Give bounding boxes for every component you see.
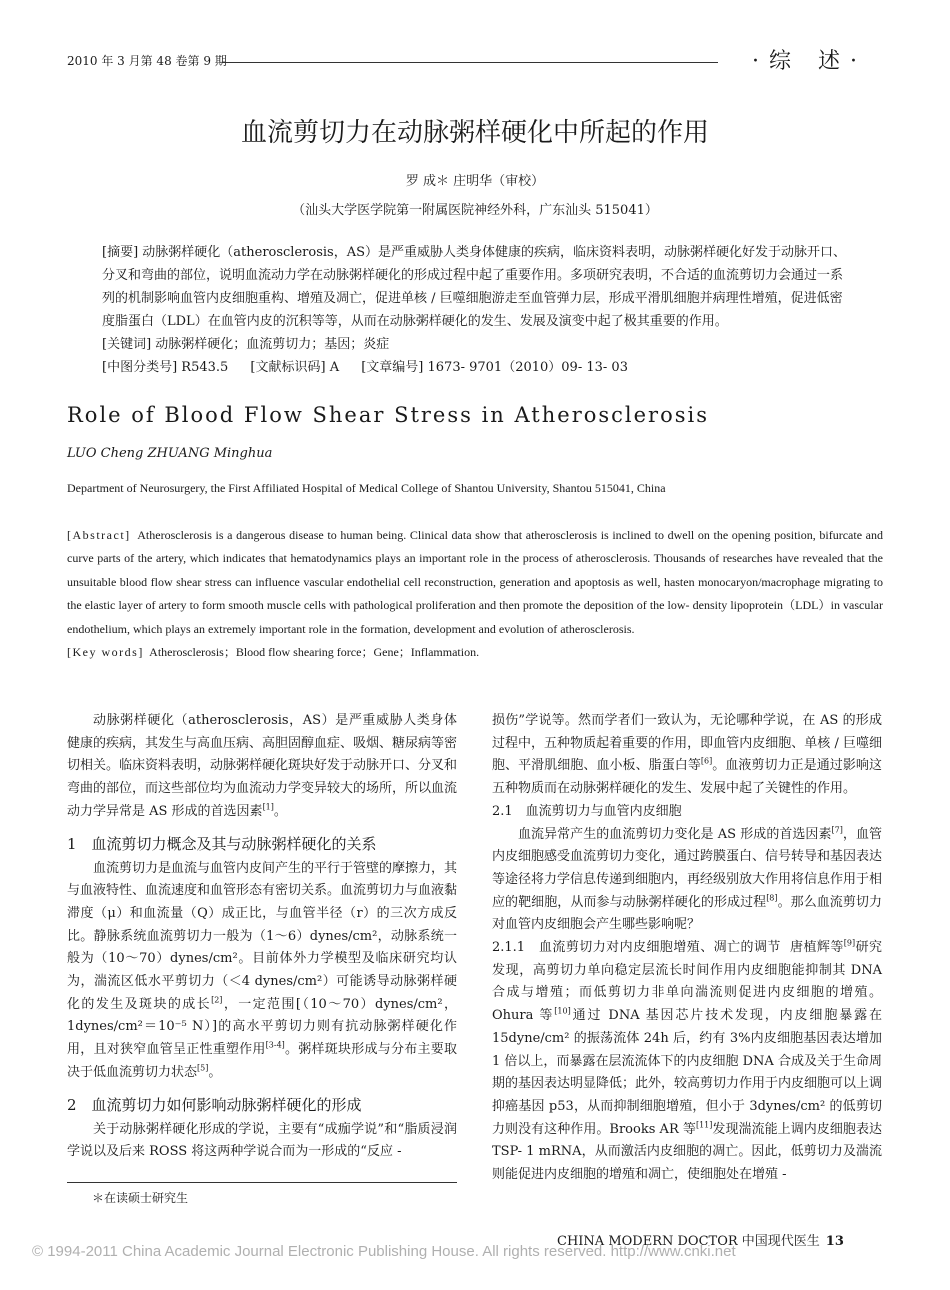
classification-line — [102, 356, 854, 379]
abstract-zh — [102, 241, 854, 379]
footnote: ＊在读硕士研究生 — [92, 1191, 189, 1205]
intro-paragraph: 动脉粥样硬化（atherosclerosis，AS）是严重威胁人类身体健康的疾病，其发生与高血压病、高胆固醇血症、吸烟、糖尿病等密切相关。临床资料表明，动脉粥样硬化斑块好发于动脉开口、分叉和弯曲的部位，而这些部位均为血流动力学变异较大的场所，所以血流动力学异常是 AS 形成的首选因素[1]。 — [67, 713, 458, 819]
section-2-1-1-paragraph: 2.1.1 血流剪切力对内皮细胞增殖、凋亡的调节 唐植辉等[9]研究发现，高剪切力单向稳定层流长时间作用内皮细胞能抑制其 DNA 合成与增殖；而低剪切力非单向湍流则促进内皮细胞的增殖。Ohura 等[10]通过 DNA 基因芯片技术发现，内皮细胞暴露在 15dyne/cm² 的振荡流体 24h 后，约有 3%内皮细胞基因表达增加 1 倍以上，而暴露在层流流体下的内皮细胞 DNA 合成及关于生命周期的基因表达明显降低；此外，较高剪切力作用于内皮细胞可以上调抑癌基因 p53，从而抑制细胞增殖，但小于 3dynes/cm² 的低剪切力则没有这种作用。Brooks AR 等[11]发现湍流能上调内皮细胞表达 TSP- 1 mRNA，从而激活内皮细胞的凋亡。因此，低剪切力及湍流则能促进内皮细胞的增殖和凋亡，使细胞处在增殖 - — [492, 938, 883, 1183]
citation[interactable]: [9] — [843, 938, 856, 948]
section-1-heading: 1 血流剪切力概念及其与动脉粥样硬化的关系 — [67, 834, 377, 853]
issue-info: 2010 年 3 月第 48 卷第 9 期 — [67, 54, 227, 68]
journal-name: CHINA MODERN DOCTOR 中国现代医生 — [557, 1234, 820, 1249]
body-column-left — [67, 710, 457, 1164]
citation[interactable]: [3-4] — [265, 1040, 285, 1050]
english-title: Role of Blood Flow Shear Stress in Atherosclerosis — [67, 403, 710, 427]
affiliation: （汕头大学医学院第一附属医院神经外科，广东汕头 515041） — [292, 203, 658, 218]
citation[interactable]: [7] — [831, 825, 843, 835]
citation[interactable]: [1] — [262, 802, 274, 812]
section-2-heading: 2 血流剪切力如何影响动脉粥样硬化的形成 — [67, 1095, 362, 1114]
copyright-watermark: © 1994-2011 China Academic Journal Electronic Publishing House. All rights reserved. http://www.cnki.net — [32, 1243, 736, 1260]
english-abstract-text: Atherosclerosis is a dangerous disease to human being. Clinical data show that atherosclerosis is inclined to dwell on the opening position, bifurcate and curve parts of the artery, which indicates that hematodynamics plays an important role in the process of atherosclerosis. Thousands of researches have revealed that the unsuitable blood flow shear stress can influence vascular endothelial cell reconstruction, generation and apoptosis as well, hasten monocaryon/macrophage migrating to the elastic layer of artery to form smooth muscle cells with pathological proliferation and then promote the deposition of the low- density lipoprotein（LDL）in vascular endothelium, which plays an extremely important role in the formation, development and evolution of atherosclerosis. — [67, 528, 883, 636]
header-rule — [222, 62, 718, 63]
english-keywords: Atherosclerosis；Blood flow shearing force；Gene；Inflammation. — [149, 645, 480, 660]
english-authors: LUO Cheng ZHUANG Minghua — [67, 446, 273, 461]
body-column-right — [492, 710, 882, 1187]
keywords-label: [Key words] — [67, 645, 144, 660]
section-2-1-1-heading: 2.1.1 血流剪切力对内皮细胞增殖、凋亡的调节 — [492, 940, 781, 956]
english-abstract — [67, 524, 883, 664]
section-1-paragraph: 血流剪切力是血流与血管内皮间产生的平行于管壁的摩擦力，其与血液特性、血流速度和血管形态有密切关系。血流剪切力与血液黏滞度（μ）和血流量（Q）成正比，与血管半径（r）的三次方成反比。静脉系统血流剪切力一般为（1～6）dynes/cm²，动脉系统一般为（10～70）dynes/cm²。目前体外力学模型及临床研究均认为，湍流区低水平剪切力（＜4 dynes/cm²）可能诱导动脉粥样硬化的发生及斑块的成长[2]，一定范围[（10～70）dynes/cm²，1dynes/cm²＝10⁻⁵ N）]的高水平剪切力则有抗动脉粥样硬化作用，且对狭窄血管呈正性重塑作用[3-4]。粥样斑块形成与分布主要取决于低血流剪切力状态[5]。 — [67, 860, 458, 1080]
abstract-label: [Abstract] — [67, 528, 131, 542]
section-2-1-paragraph: 血流异常产生的血流剪切力变化是 AS 形成的首选因素[7]，血管内皮细胞感受血流剪切力变化，通过跨膜蛋白、信号转导和基因表达等途径将力学信息传递到细胞内，再经级别放大作用将信息作用于相应的靶细胞，从而参与动脉粥样硬化的形成过程[8]。那么血流剪切力对血管内皮细胞会产生哪些影响呢？ — [492, 825, 883, 933]
keywords-zh: [关键词] 动脉粥样硬化；血流剪切力；基因；炎症 — [102, 337, 390, 352]
document-code: [文献标识码] A — [250, 360, 340, 375]
citation[interactable]: [5] — [197, 1063, 209, 1073]
article-title: 血流剪切力在动脉粥样硬化中所起的作用 — [240, 118, 709, 148]
abstract-zh-text: [摘要] 动脉粥样硬化（atherosclerosis，AS）是严重威胁人类身体健康的疾病，临床资料表明，动脉粥样硬化好发于动脉开口、分叉和弯曲的部位，说明血流动力学在动脉粥样硬化的形成过程中起了重要作用。多项研究表明，不合适的血流剪切力会通过一系列的机制影响血管内皮细胞重构、增殖及凋亡，促进单核 / 巨噬细胞游走至血管弹力层，形成平滑肌细胞并病理性增殖，促进低密度脂蛋白（LDL）在血管内皮的沉积等等，从而在动脉粥样硬化的发生、发展及演变中起了极其重要的作用。 — [102, 245, 846, 329]
continued-paragraph: 损伤”学说等。然而学者们一致认为，无论哪种学说，在 AS 的形成过程中，五种物质起着重要的作用，即血管内皮细胞、单核 / 巨噬细胞、平滑肌细胞、血小板、脂蛋白等[6]。血液剪切力正是通过影响这五种物质而在动脉粥样硬化的发生、发展中起了关键性的作用。 — [492, 713, 882, 797]
footnote-rule — [67, 1182, 457, 1183]
authors: 罗 成＊ 庄明华（审校） — [405, 174, 545, 189]
section-2-paragraph: 关于动脉粥样硬化形成的学说，主要有“成痂学说”和“脂质浸润学说以及后来 ROSS 将这两种学说合而为一形成的“反应 - — [67, 1121, 457, 1160]
citation[interactable]: [6] — [700, 757, 713, 767]
page-number: 13 — [825, 1234, 844, 1249]
citation[interactable]: [11] — [695, 1120, 713, 1130]
citation[interactable]: [10] — [554, 1006, 571, 1016]
clc-number: [中图分类号] R543.5 — [102, 360, 229, 375]
section-label: ·综 述· — [752, 49, 867, 74]
citation[interactable]: [2] — [211, 995, 223, 1005]
section-2-1-heading: 2.1 血流剪切力与血管内皮细胞 — [492, 803, 682, 819]
citation[interactable]: [8] — [766, 893, 778, 903]
article-number: [文章编号] 1673- 9701（2010）09- 13- 03 — [361, 360, 628, 375]
english-affiliation: Department of Neurosurgery, the First Affiliated Hospital of Medical College of Shantou University, Shantou 515041, China — [67, 481, 666, 495]
